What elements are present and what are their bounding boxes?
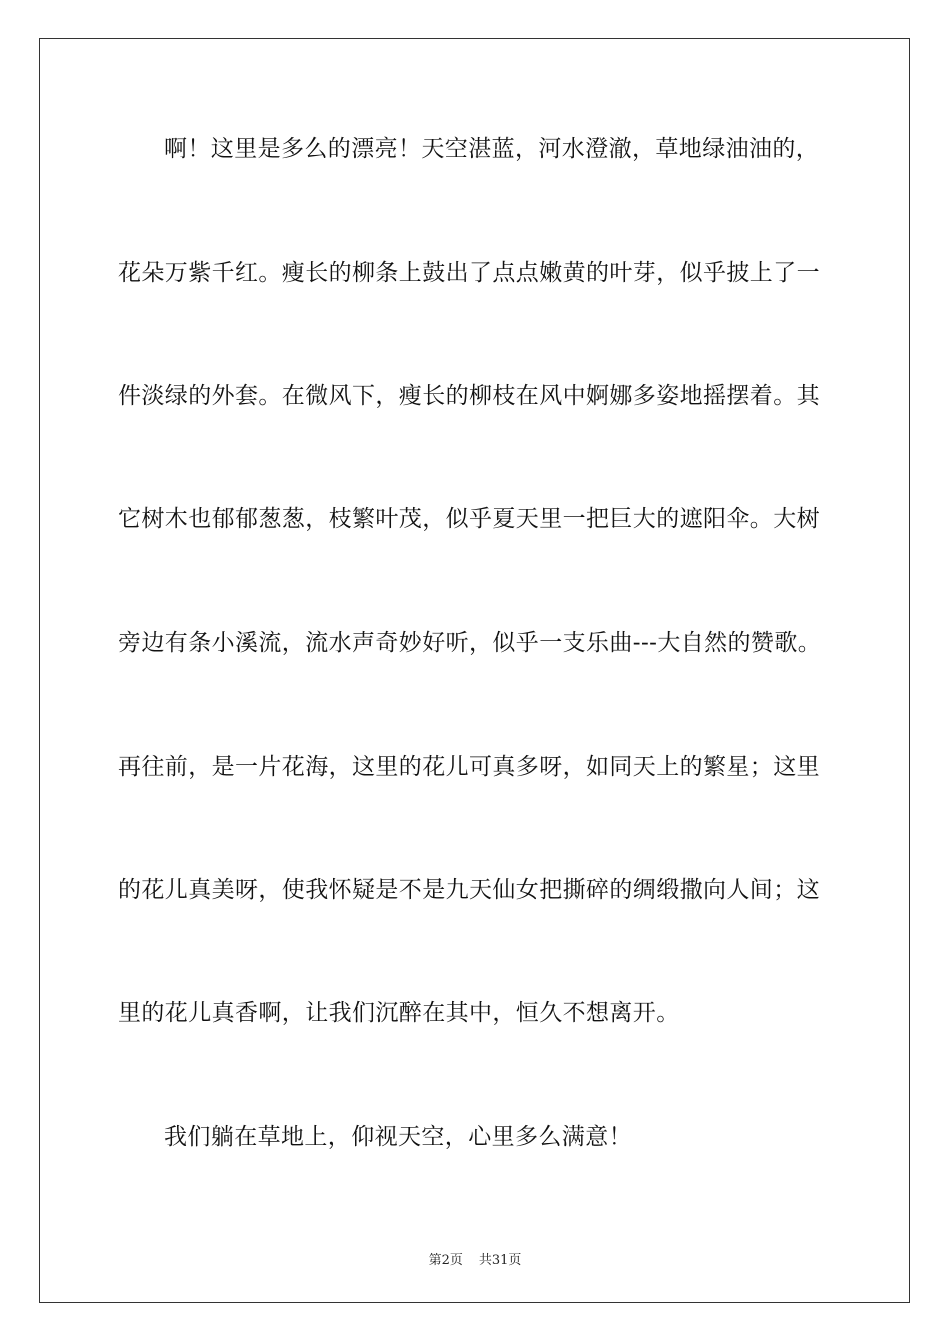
text-line-1: 啊！这里是多么的漂亮！天空湛蓝，河水澄澈，草地绿油油的， [164, 136, 820, 162]
text-line-9: 我们躺在草地上，仰视天空，心里多么满意！ [164, 1124, 632, 1150]
page-total: 共31页 [478, 1253, 522, 1268]
page-number: 第2页 [428, 1253, 463, 1268]
text-line-3: 件淡绿的外套。在微风下，瘦长的柳枝在风中婀娜多姿地摇摆着。其 [118, 383, 820, 409]
page-footer [0, 1249, 950, 1268]
text-line-5: 旁边有条小溪流，流水声奇妙好听，似乎一支乐曲---大自然的赞歌。 [118, 630, 822, 656]
text-line-8: 里的花儿真香啊，让我们沉醉在其中，恒久不想离开。 [118, 1000, 680, 1026]
text-line-7: 的花儿真美呀，使我怀疑是不是九天仙女把撕碎的绸缎撒向人间；这 [118, 877, 820, 903]
text-line-2: 花朵万紫千红。瘦长的柳条上鼓出了点点嫩黄的叶芽，似乎披上了一 [118, 260, 820, 286]
text-line-6: 再往前，是一片花海，这里的花儿可真多呀，如同天上的繁星；这里 [118, 754, 820, 780]
page-border [39, 38, 910, 1303]
text-line-4: 它树木也郁郁葱葱，枝繁叶茂，似乎夏天里一把巨大的遮阳伞。大树 [118, 506, 820, 532]
